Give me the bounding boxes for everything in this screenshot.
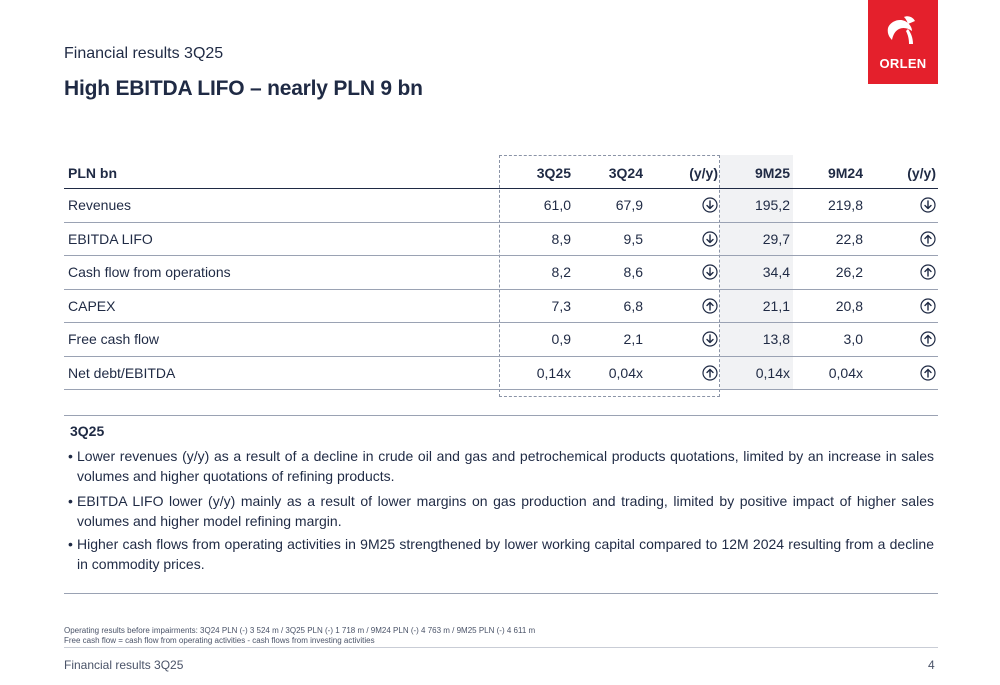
value-3q24: 8,6: [623, 264, 643, 281]
value-3q25: 7,3: [551, 297, 571, 314]
value-3q25: 0,14x: [536, 364, 571, 381]
arrow-down-icon: [920, 189, 936, 222]
value-3q24: 0,04x: [608, 364, 643, 381]
table-row: [64, 189, 938, 223]
table-row: [64, 357, 938, 391]
row-label: Revenues: [68, 197, 132, 214]
value-3q25: 61,0: [543, 197, 571, 214]
arrow-up-icon: [920, 290, 936, 323]
column-header-9m25: 9M25: [754, 164, 790, 181]
page-title: High EBITDA LIFO – nearly PLN 9 bn: [64, 77, 423, 100]
value-9m24: 3,0: [843, 331, 863, 348]
value-3q25: 8,9: [551, 230, 571, 247]
footnote-impairments: Operating results before impairments: 3Q24 PLN (-) 3 524 m / 3Q25 PLN (-) 1 718 m / 9M24 PLN (-) 4 763 m / 9M25 PLN (-) 4 611 m: [64, 626, 536, 635]
row-label: Free cash flow: [68, 331, 160, 348]
commentary-bullet: • EBITDA LIFO lower (y/y) mainly as a result of lower margins on gas production and trading, limited by positive impact of higher sales volumes and higher model refining margin.: [70, 492, 934, 531]
column-header-3q24: 3Q24: [608, 164, 643, 181]
arrow-up-icon: [702, 357, 718, 390]
footer-title: Financial results 3Q25: [64, 658, 184, 672]
arrow-down-icon: [702, 223, 718, 256]
arrow-down-icon: [702, 256, 718, 289]
value-9m24: 20,8: [835, 297, 863, 314]
column-header-yy-9m: (y/y): [907, 164, 936, 181]
value-3q25: 8,2: [551, 264, 571, 281]
row-label: Net debt/EBITDA: [68, 364, 176, 381]
value-3q24: 6,8: [623, 297, 643, 314]
value-9m24: 219,8: [827, 197, 863, 214]
value-9m25: 29,7: [762, 230, 790, 247]
value-9m24: 26,2: [835, 264, 863, 281]
page-number: 4: [928, 658, 935, 672]
footnote-fcf-definition: Free cash flow = cash flow from operating activities - cash flows from investing activities: [64, 636, 375, 645]
value-9m25: 0,14x: [755, 364, 790, 381]
results-table: [64, 157, 938, 390]
logo-text: ORLEN: [879, 56, 927, 71]
value-3q24: 2,1: [623, 331, 643, 348]
table-row: [64, 256, 938, 290]
commentary-bullet: • Lower revenues (y/y) as a result of a decline in crude oil and gas and petrochemical products quotations, limited by an increase in sales volumes and higher quotations of refining products.: [70, 447, 934, 486]
arrow-up-icon: [702, 290, 718, 323]
eagle-icon: [868, 0, 938, 56]
footer-divider: [64, 647, 938, 648]
value-3q24: 9,5: [623, 230, 643, 247]
value-3q24: 67,9: [615, 197, 643, 214]
commentary-box: [64, 415, 938, 594]
value-9m24: 22,8: [835, 230, 863, 247]
column-header-3q25: 3Q25: [536, 164, 571, 181]
arrow-up-icon: [920, 323, 936, 356]
value-9m25: 34,4: [762, 264, 790, 281]
value-9m25: 13,8: [762, 331, 790, 348]
commentary-heading: 3Q25: [70, 423, 105, 439]
table-row: [64, 223, 938, 257]
commentary-bullet: • Higher cash flows from operating activities in 9M25 strengthened by lower working capital compared to 12M 2024 resulting from a decline in commodity prices.: [70, 535, 934, 574]
column-header-9m24: 9M24: [827, 164, 863, 181]
arrow-up-icon: [920, 256, 936, 289]
arrow-up-icon: [920, 223, 936, 256]
orlen-logo: [868, 0, 938, 84]
table-header-row: [64, 157, 938, 189]
row-label: Cash flow from operations: [68, 264, 231, 281]
value-9m25: 195,2: [754, 197, 790, 214]
value-9m25: 21,1: [762, 297, 790, 314]
column-header-unit: PLN bn: [68, 164, 117, 181]
page-subtitle: Financial results 3Q25: [64, 45, 224, 62]
value-3q25: 0,9: [551, 331, 571, 348]
arrow-down-icon: [702, 323, 718, 356]
arrow-down-icon: [702, 189, 718, 222]
row-label: CAPEX: [68, 297, 116, 314]
row-label: EBITDA LIFO: [68, 230, 153, 247]
arrow-up-icon: [920, 357, 936, 390]
value-9m24: 0,04x: [828, 364, 863, 381]
table-row: [64, 323, 938, 357]
table-row: [64, 290, 938, 324]
column-header-yy-quarter: (y/y): [689, 164, 718, 181]
